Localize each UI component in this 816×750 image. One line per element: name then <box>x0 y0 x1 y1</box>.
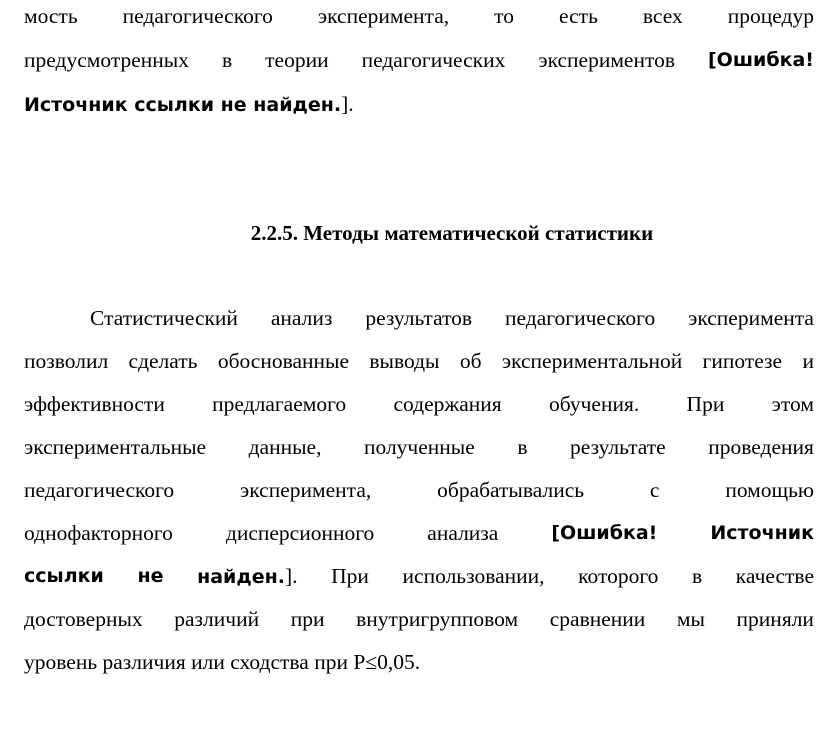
word: в <box>517 435 528 459</box>
word: сделать <box>128 349 198 373</box>
word: и <box>802 349 814 373</box>
word: мость <box>24 4 78 28</box>
word: обоснованные <box>217 349 350 373</box>
error-reference: [Ошибка! <box>551 522 658 544</box>
word: всех <box>642 4 683 28</box>
word: анализ <box>270 306 333 330</box>
word: полученные <box>363 435 475 459</box>
error-reference: не <box>137 565 164 587</box>
word: использовании, <box>402 564 545 588</box>
bracket-close: ]. <box>284 564 298 588</box>
paragraph2-line2 <box>24 347 814 375</box>
word: предлагаемого <box>212 392 347 416</box>
paragraph1-line3 <box>24 90 814 119</box>
word: приняли <box>736 607 814 631</box>
word: содержания <box>393 392 502 416</box>
word: есть <box>559 4 598 28</box>
word: теории <box>265 48 329 72</box>
word: позволил <box>24 349 109 373</box>
paragraph2-line1 <box>90 304 814 332</box>
word: этом <box>771 392 814 416</box>
word: качестве <box>735 564 814 588</box>
word: педагогических <box>361 48 506 72</box>
word: проведения <box>708 435 814 459</box>
word: педагогического <box>122 4 273 28</box>
word: в <box>221 48 233 72</box>
word: педагогического <box>505 306 656 330</box>
word: экспериментов <box>538 48 675 72</box>
paragraph2-line8 <box>24 605 814 633</box>
word: дисперсионного <box>225 521 375 545</box>
word: об <box>459 349 482 373</box>
paragraph2-line9: уровень различия или сходства при P≤0,05. <box>24 650 421 674</box>
word: Статистический <box>90 306 238 330</box>
word: данные, <box>248 435 322 459</box>
word: При <box>331 564 369 588</box>
word: которого <box>578 564 659 588</box>
word: обрабатывались <box>437 478 585 502</box>
word: то <box>494 4 515 28</box>
paragraph2-line6 <box>24 519 814 547</box>
word: в <box>692 564 703 588</box>
word: педагогического <box>24 478 175 502</box>
word: при <box>290 607 325 631</box>
section-heading: 2.2.5. Методы математической статистики <box>250 221 654 245</box>
word: гипотезе <box>702 349 783 373</box>
word: результате <box>570 435 666 459</box>
paragraph1-line1 <box>24 2 814 30</box>
paragraph2-line4 <box>24 433 814 461</box>
word: эксперимента, <box>240 478 372 502</box>
bracket-close: ]. <box>341 92 354 116</box>
paragraph2-line7 <box>24 562 814 591</box>
word: анализа <box>427 521 499 545</box>
error-reference: [Ошибка! <box>708 49 814 71</box>
word: мы <box>676 607 705 631</box>
word: помощью <box>725 478 814 502</box>
error-reference: найден.]. <box>197 564 298 588</box>
word: экспериментальные <box>24 435 207 459</box>
word: процедур <box>727 4 814 28</box>
error-reference: Источник ссылки не найден. <box>24 94 342 116</box>
word: достоверных <box>24 607 143 631</box>
word: различий <box>174 607 260 631</box>
word: предусмотренных <box>24 48 189 72</box>
word: эффективности <box>24 392 165 416</box>
word: внутригрупповом <box>356 607 519 631</box>
error-reference: ссылки <box>24 565 104 587</box>
word: результатов <box>365 306 473 330</box>
word: эксперимента, <box>317 4 450 28</box>
word: экспериментальной <box>501 349 683 373</box>
paragraph2-line5 <box>24 476 814 504</box>
word: выводы <box>369 349 440 373</box>
word: обучения. <box>548 392 640 416</box>
word: с <box>649 478 660 502</box>
word: однофакторного <box>24 521 173 545</box>
word: При <box>686 392 725 416</box>
paragraph1-line2 <box>24 46 814 74</box>
paragraph2-line3 <box>24 390 814 418</box>
error-reference: Источник <box>710 522 814 544</box>
word: сравнении <box>549 607 646 631</box>
word: эксперимента <box>688 306 814 330</box>
